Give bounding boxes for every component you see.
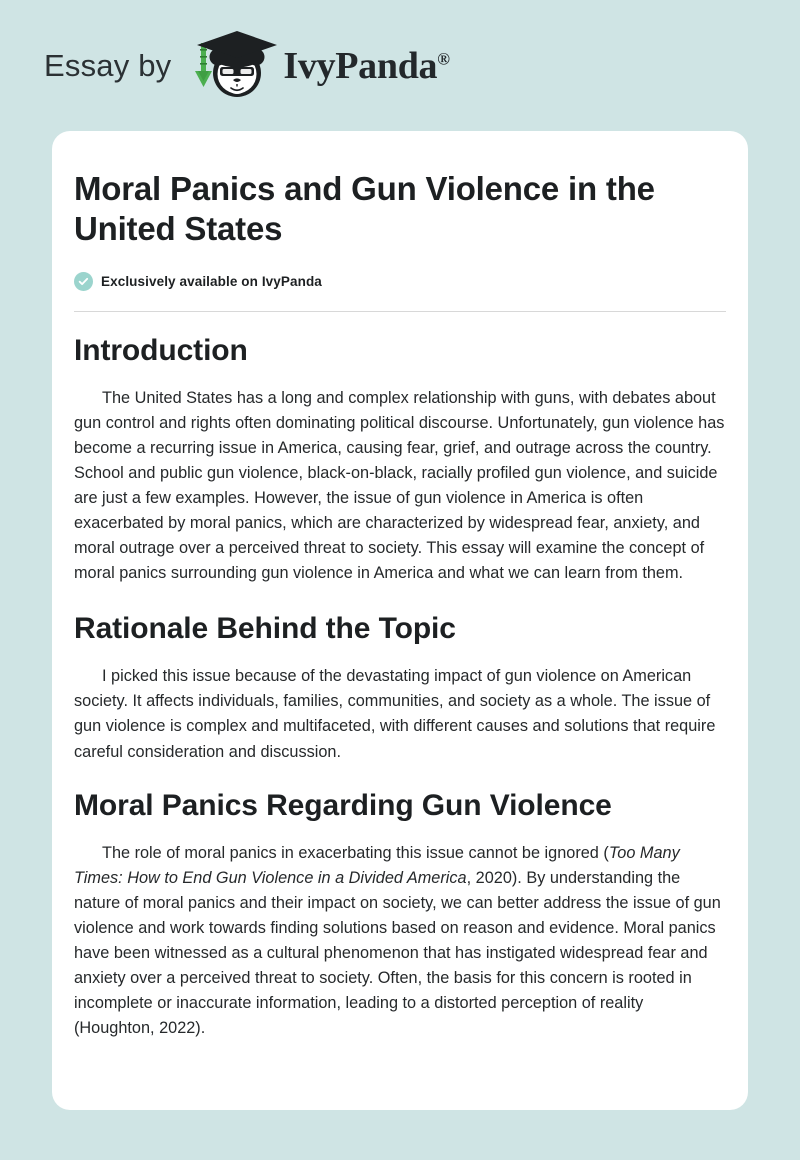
- page-header: [0, 0, 800, 131]
- essay-by-label: Essay by: [44, 47, 172, 83]
- section-heading-rationale: Rationale Behind the Topic: [74, 612, 456, 646]
- citation-title: Too Many Times: How to End Gun Violence in a Divided America: [74, 843, 680, 887]
- essay-card: [52, 131, 748, 1110]
- page-title: Moral Panics and Gun Violence in the United States: [74, 170, 655, 248]
- paragraph-moral-panics: [74, 823, 726, 1042]
- paragraph-introduction: The United States has a long and complex relationship with guns, with debates about gun control and rights often dominating political discourse. Unfortunately, gun violence has become a recurring issue in America, causing fear, grief, and outrage across the country. School and public gun violence, black-on-black, racially profiled gun violence, and suicide are just a few examples. However, the issue of gun violence in America is often exacerbated by moral panics, which are characterized by widespread fear, anxiety, and moral outrage over a perceived threat to society. This essay will examine the concept of moral panics surrounding gun violence in America and what we can learn from them.: [74, 388, 725, 583]
- paragraph-text-after-citation: , 2020). By understanding the nature of moral panics and their impact on society, we can better address the issue of gun violence and work towards finding solutions based on reason and evidence. Moral panics have been witnessed as a cultural phenomenon that has instigated widespread fear and anxiety over a perceived threat to society. Often, the basis for this concern is rooted in incomplete or inaccurate information, leading to a distorted perception of reality (Houghton, 2022).: [74, 868, 721, 1038]
- ivypanda-wordmark: [283, 44, 450, 87]
- status-badge-label: Exclusively available on IvyPanda: [101, 273, 322, 289]
- brand-name-text: IvyPanda: [283, 44, 438, 87]
- section-heading-introduction: Introduction: [74, 333, 248, 367]
- paragraph-text-before-citation: The role of moral panics in exacerbating this issue cannot be ignored (: [102, 843, 609, 862]
- section-heading-moral-panics: Moral Panics Regarding Gun Violence: [74, 788, 612, 822]
- status-badge: [74, 272, 726, 291]
- ivypanda-brand-logo[interactable]: [185, 29, 449, 103]
- ivypanda-panda-graduate-logo-icon: [185, 29, 283, 103]
- check-circle-icon: [74, 272, 93, 291]
- paragraph-rationale: I picked this issue because of the devastating impact of gun violence on American society. It affects individuals, families, communities, and society as a whole. The issue of gun violence is complex and multifaceted, with different causes and solutions that require careful consideration and discussion.: [74, 667, 716, 761]
- registered-mark: ®: [437, 48, 450, 68]
